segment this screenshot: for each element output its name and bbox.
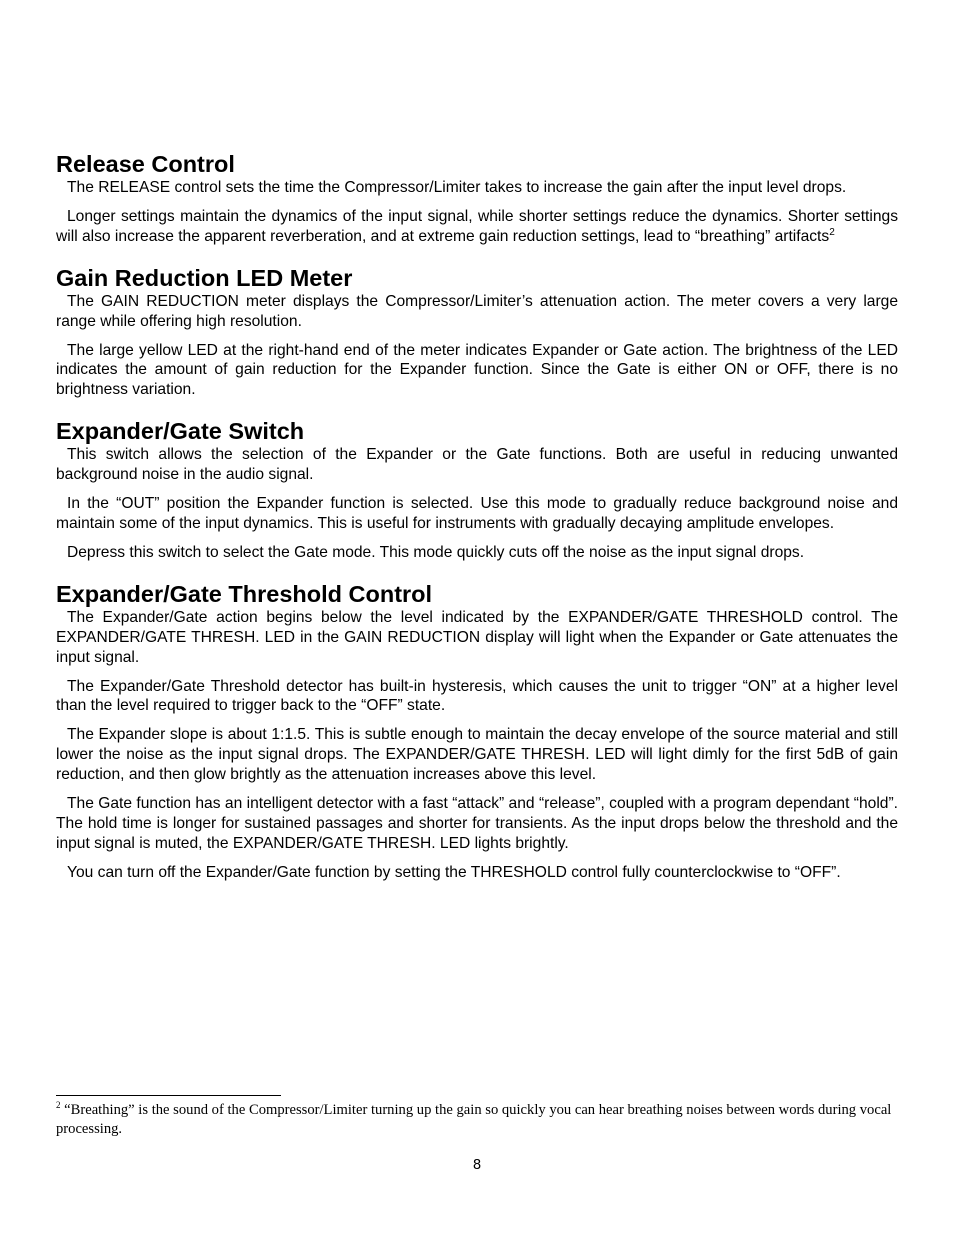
section-heading: Expander/Gate Switch <box>56 418 305 445</box>
footnote-divider <box>56 1095 281 1096</box>
paragraph <box>56 207 898 247</box>
footnote <box>56 1101 898 1139</box>
paragraph: This switch allows the selection of the Expander or the Gate functions. Both are useful in reducing unwanted background noise in the audio signal. <box>56 446 898 484</box>
paragraph: You can turn off the Expander/Gate function by setting the THRESHOLD control fully counterclockwise to “OFF”. <box>67 863 841 881</box>
footnote-text: “Breathing” is the sound of the Compressor/Limiter turning up the gain so quickly you can hear breathing noises between words during vocal processing. <box>56 1102 892 1137</box>
paragraph-text: Longer settings maintain the dynamics of the input signal, while shorter settings reduce the dynamics. Shorter settings will also increase the apparent reverberation, and at extreme gain reduction settings, lead to “breathing” artifacts <box>56 207 898 245</box>
section-heading: Gain Reduction LED Meter <box>56 264 353 291</box>
paragraph: In the “OUT” position the Expander function is selected. Use this mode to gradually reduce background noise and maintain some of the input dynamics. This is useful for instruments with gradually decaying amplitude envelopes. <box>56 495 898 532</box>
paragraph: Depress this switch to select the Gate mode. This mode quickly cuts off the noise as the input signal drops. <box>67 543 805 561</box>
section-heading: Release Control <box>56 151 235 177</box>
page-number: 8 <box>472 1157 482 1173</box>
paragraph: The Expander slope is about 1:1.5. This is subtle enough to maintain the decay envelope of the source material and still lower the noise as the input signal drops. The EXPANDER/GATE THRESH. LED will light dimly for the first 5dB of gain reduction, and then glow brightly as the attenuation increases above this level. <box>56 726 898 784</box>
footnote-marker: 2 <box>56 1100 61 1111</box>
footnote-reference[interactable]: 2 <box>829 226 835 238</box>
paragraph: The RELEASE control sets the time the Compressor/Limiter takes to increase the gain after the input level drops. <box>67 179 847 196</box>
paragraph: The Gate function has an intelligent detector with a fast “attack” and “release”, coupled with a program dependant “hold”. The hold time is longer for sustained passages and shorter for transients. As the input drops below the threshold and the input signal is muted, the EXPANDER/GATE THRESH. LED lights brightly. <box>56 795 898 852</box>
paragraph: The GAIN REDUCTION meter displays the Compressor/Limiter’s attenuation action. The meter covers a very large range while offering high resolution. <box>56 292 898 330</box>
section-expander-gate-threshold-control <box>56 580 898 883</box>
section-heading: Expander/Gate Threshold Control <box>56 580 433 607</box>
page-body <box>56 150 898 883</box>
paragraph: The Expander/Gate Threshold detector has built-in hysteresis, which causes the unit to trigger “ON” at a higher level than the level required to trigger back to the “OFF” state. <box>56 677 898 715</box>
section-expander-gate-switch <box>56 417 898 563</box>
section-gain-reduction-led-meter <box>56 264 898 401</box>
paragraph: The large yellow LED at the right-hand end of the meter indicates Expander or Gate action. The brightness of the LED indicates the amount of gain reduction for the Expander function. Since the Gate is either ON or OFF, there is no brightness variation. <box>56 341 898 399</box>
section-release-control <box>56 150 898 247</box>
paragraph: The Expander/Gate action begins below the level indicated by the EXPANDER/GATE THRESHOLD control. The EXPANDER/GATE THRESH. LED in the GAIN REDUCTION display will light when the Expander or Gate attenuates the input signal. <box>56 608 898 666</box>
